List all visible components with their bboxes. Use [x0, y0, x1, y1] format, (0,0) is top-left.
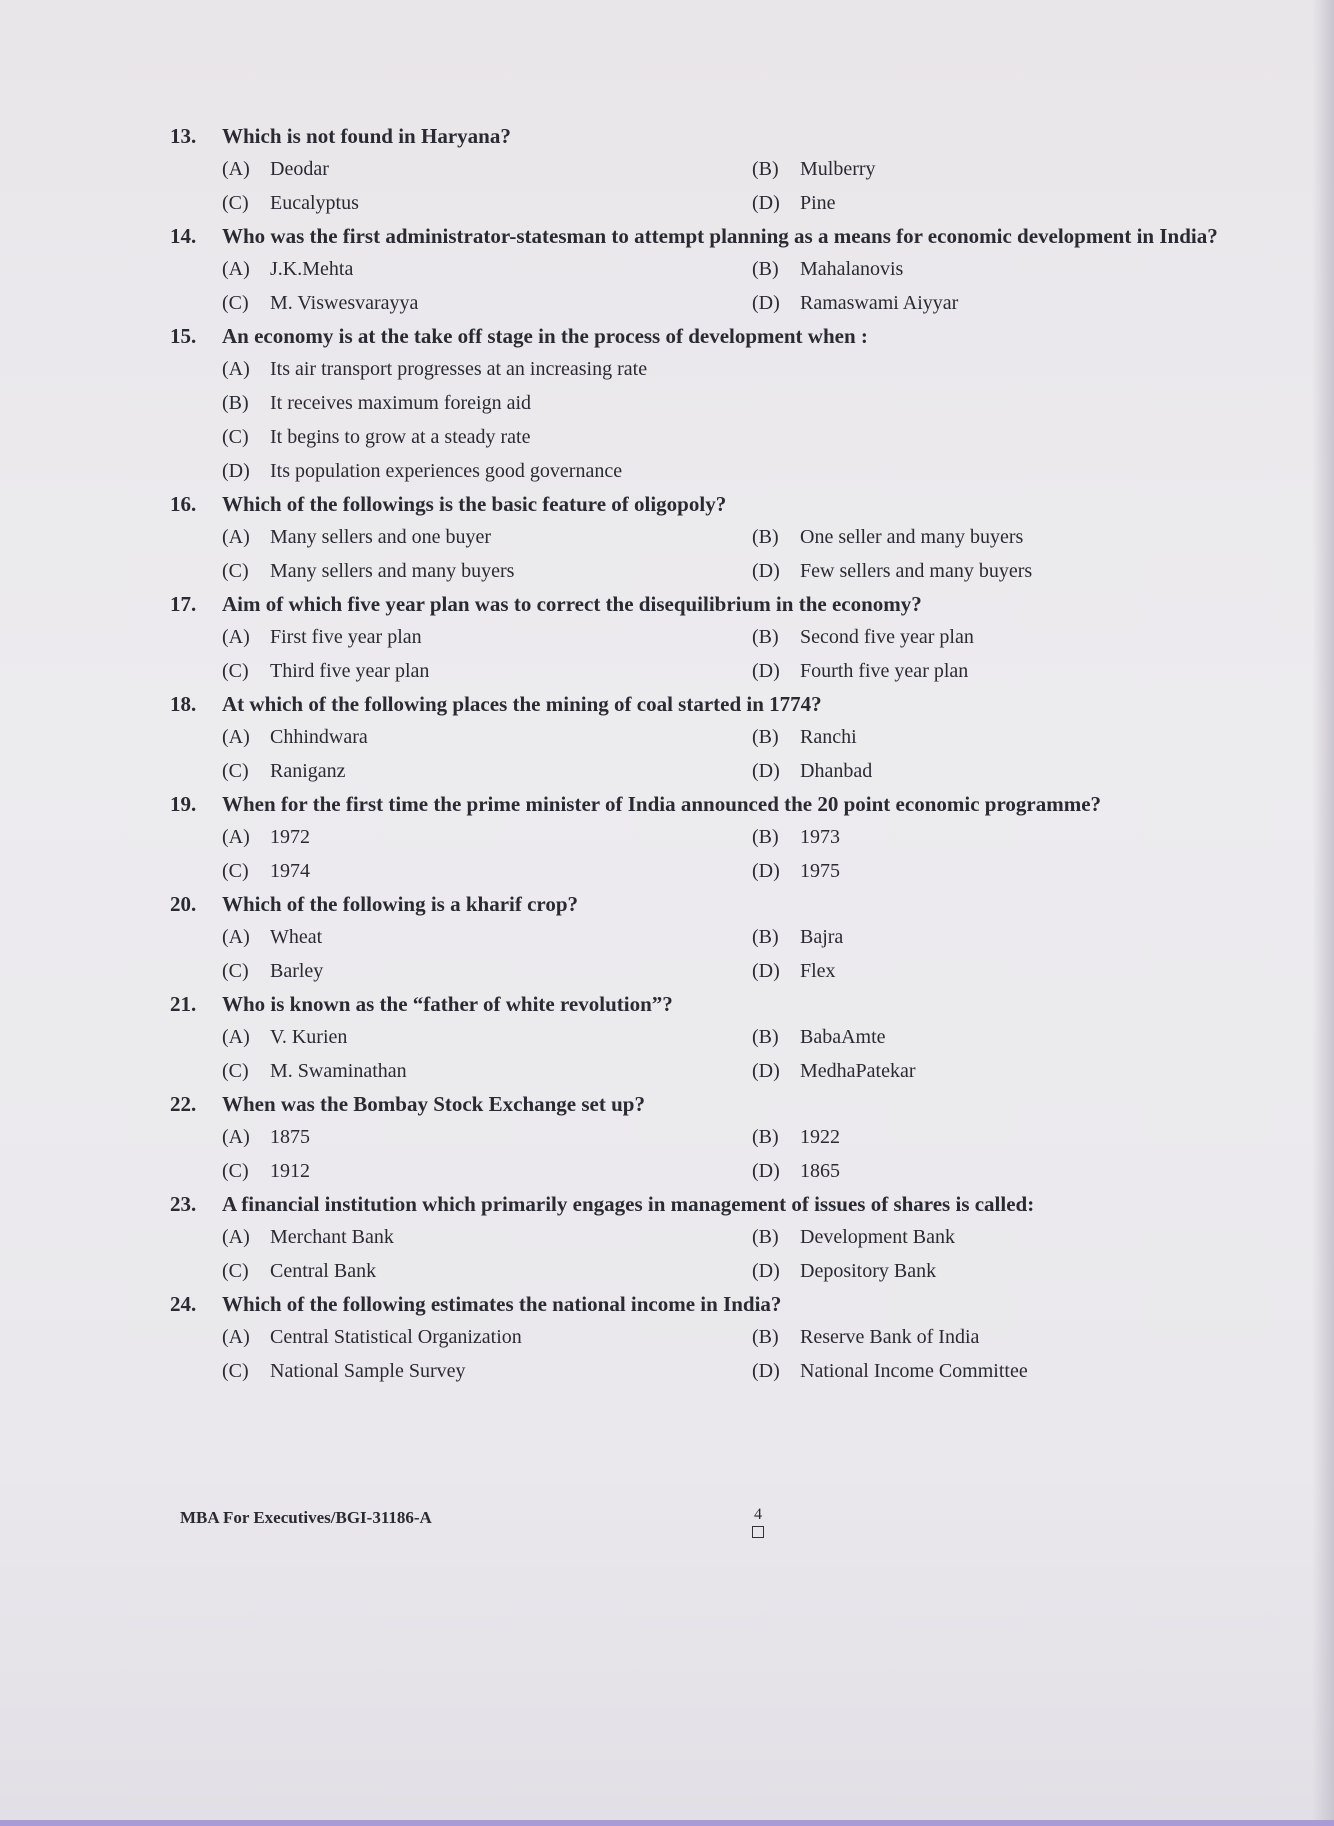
option-text: 1975: [800, 860, 840, 882]
option-text: It receives maximum foreign aid: [270, 392, 532, 414]
option-b: [752, 152, 1232, 186]
option-letter: (C): [222, 1160, 249, 1182]
option-c: [222, 654, 752, 688]
question-22: [170, 1088, 1320, 1188]
option-letter: (C): [222, 960, 249, 982]
option-list: [222, 1320, 1320, 1388]
option-b: [752, 720, 1232, 754]
option-letter: (A): [222, 526, 250, 548]
option-a: [222, 1220, 752, 1254]
option-letter: (A): [222, 358, 250, 380]
option-b: [752, 252, 1232, 286]
option-letter: (C): [222, 292, 249, 314]
option-letter: (B): [752, 158, 779, 180]
question-stem: [170, 1188, 1320, 1220]
option-text: 1865: [800, 1160, 840, 1182]
option-letter: (D): [752, 1160, 780, 1182]
question-stem: [170, 1288, 1320, 1320]
option-a: [222, 1120, 752, 1154]
option-letter: (D): [752, 292, 780, 314]
option-d: [752, 1054, 1232, 1088]
question-number: 19.: [170, 792, 197, 816]
page-bottom-border: [0, 1820, 1334, 1826]
option-text: Mulberry: [800, 158, 876, 180]
question-number: 15.: [170, 324, 197, 348]
option-a: [222, 620, 752, 654]
question-stem: [170, 688, 1320, 720]
option-list: [222, 820, 1320, 888]
option-text: Many sellers and one buyer: [270, 526, 492, 548]
question-text: Which is not found in Haryana?: [222, 124, 511, 148]
option-text: Few sellers and many buyers: [800, 560, 1033, 582]
option-b: [752, 820, 1232, 854]
option-b: [752, 620, 1232, 654]
question-number: 13.: [170, 124, 197, 148]
option-c: [222, 554, 752, 588]
option-letter: (A): [222, 1026, 250, 1048]
option-letter: (D): [752, 1260, 780, 1282]
question-20: [170, 888, 1320, 988]
option-c: [222, 1254, 752, 1288]
question-19: [170, 788, 1320, 888]
question-24: [170, 1288, 1320, 1388]
option-letter: (C): [222, 560, 249, 582]
option-letter: (C): [222, 660, 249, 682]
option-c: [222, 186, 752, 220]
option-letter: (A): [222, 158, 250, 180]
option-text: Depository Bank: [800, 1260, 937, 1282]
option-letter: (C): [222, 1060, 249, 1082]
option-c: [222, 1154, 752, 1188]
question-stem: [170, 220, 1320, 252]
option-text: 1973: [800, 826, 840, 848]
question-stem: [170, 120, 1320, 152]
option-text: Third five year plan: [270, 660, 430, 682]
option-a: [222, 352, 1320, 386]
paper-code: MBA For Executives/BGI-31186-A: [180, 1508, 432, 1527]
option-text: Bajra: [800, 926, 844, 948]
option-letter: (D): [752, 1360, 780, 1382]
option-d: [752, 654, 1232, 688]
option-letter: (A): [222, 926, 250, 948]
option-d: [752, 854, 1232, 888]
option-b: [752, 920, 1232, 954]
option-b: [752, 1020, 1232, 1054]
option-letter: (A): [222, 826, 250, 848]
option-letter: (D): [752, 960, 780, 982]
option-d: [752, 1354, 1232, 1388]
option-letter: (B): [222, 392, 249, 414]
option-text: M. Swaminathan: [270, 1060, 407, 1082]
question-number: 20.: [170, 892, 197, 916]
option-text: Many sellers and many buyers: [270, 560, 515, 582]
option-b: [752, 1320, 1232, 1354]
option-d: [222, 454, 1320, 488]
option-a: [222, 820, 752, 854]
question-text: Who was the first administrator-statesman to attempt planning as a means for economic development in India?: [222, 224, 1218, 248]
option-letter: (D): [752, 760, 780, 782]
question-text: When for the first time the prime minister of India announced the 20 point economic programme?: [222, 792, 1102, 816]
option-letter: (D): [752, 560, 780, 582]
option-list: [222, 720, 1320, 788]
option-list: [222, 1020, 1320, 1088]
option-c: [222, 754, 752, 788]
option-text: 1912: [270, 1160, 310, 1182]
page-number-block: [752, 1506, 764, 1538]
question-stem: [170, 788, 1320, 820]
option-text: Ranchi: [800, 726, 857, 748]
option-text: Wheat: [270, 926, 323, 948]
option-text: Deodar: [270, 158, 329, 180]
option-letter: (D): [752, 192, 780, 214]
option-list: [222, 520, 1320, 588]
option-a: [222, 1320, 752, 1354]
option-a: [222, 252, 752, 286]
option-letter: (A): [222, 1126, 250, 1148]
option-letter: (D): [752, 1060, 780, 1082]
option-list: [222, 352, 1320, 488]
option-c: [222, 286, 752, 320]
question-23: [170, 1188, 1320, 1288]
option-text: Fourth five year plan: [800, 660, 969, 682]
page-number: 4: [754, 1506, 762, 1523]
option-letter: (B): [752, 726, 779, 748]
option-text: Flex: [800, 960, 836, 982]
question-number: 21.: [170, 992, 197, 1016]
option-letter: (B): [752, 258, 779, 280]
option-b: [752, 1220, 1232, 1254]
option-letter: (B): [752, 826, 779, 848]
option-b: [752, 520, 1232, 554]
option-letter: (C): [222, 860, 249, 882]
question-21: [170, 988, 1320, 1088]
question-14: [170, 220, 1320, 320]
question-text: Which of the following is a kharif crop?: [222, 892, 579, 916]
question-text: When was the Bombay Stock Exchange set up?: [222, 1092, 645, 1116]
option-letter: (C): [222, 1260, 249, 1282]
question-15: [170, 320, 1320, 488]
option-letter: (A): [222, 1226, 250, 1248]
option-text: Mahalanovis: [800, 258, 904, 280]
option-text: Central Statistical Organization: [270, 1326, 522, 1348]
question-text: Which of the following estimates the national income in India?: [222, 1292, 782, 1316]
option-c: [222, 854, 752, 888]
question-stem: [170, 988, 1320, 1020]
option-text: M. Viswesvarayya: [270, 292, 419, 314]
question-18: [170, 688, 1320, 788]
option-text: Second five year plan: [800, 626, 974, 648]
option-text: 1875: [270, 1126, 310, 1148]
question-text: At which of the following places the mining of coal started in 1774?: [222, 692, 822, 716]
option-letter: (B): [752, 1326, 779, 1348]
question-number: 22.: [170, 1092, 197, 1116]
question-stem: [170, 1088, 1320, 1120]
option-text: Merchant Bank: [270, 1226, 394, 1248]
option-text: 1922: [800, 1126, 840, 1148]
option-text: Development Bank: [800, 1226, 955, 1248]
question-stem: [170, 320, 1320, 352]
option-text: 1974: [270, 860, 310, 882]
option-text: Eucalyptus: [270, 192, 359, 214]
option-letter: (B): [752, 1226, 779, 1248]
option-text: Raniganz: [270, 760, 346, 782]
option-a: [222, 720, 752, 754]
option-text: Dhanbad: [800, 760, 873, 782]
question-text: Aim of which five year plan was to correct the disequilibrium in the economy?: [222, 592, 922, 616]
option-text: It begins to grow at a steady rate: [270, 426, 531, 448]
option-text: Chhindwara: [270, 726, 368, 748]
option-letter: (C): [222, 1360, 249, 1382]
option-a: [222, 1020, 752, 1054]
option-letter: (A): [222, 626, 250, 648]
option-d: [752, 754, 1232, 788]
option-text: V. Kurien: [270, 1026, 348, 1048]
option-d: [752, 554, 1232, 588]
option-d: [752, 186, 1232, 220]
option-d: [752, 1254, 1232, 1288]
option-letter: (A): [222, 258, 250, 280]
option-letter: (A): [222, 726, 250, 748]
option-c: [222, 1054, 752, 1088]
option-letter: (D): [222, 460, 250, 482]
option-letter: (D): [752, 660, 780, 682]
option-letter: (C): [222, 426, 249, 448]
question-stem: [170, 888, 1320, 920]
option-list: [222, 152, 1320, 220]
option-text: Its air transport progresses at an increasing rate: [270, 358, 648, 380]
option-list: [222, 252, 1320, 320]
option-letter: (C): [222, 760, 249, 782]
option-text: One seller and many buyers: [800, 526, 1024, 548]
option-d: [752, 954, 1232, 988]
option-text: National Sample Survey: [270, 1360, 466, 1382]
option-d: [752, 1154, 1232, 1188]
option-b: [222, 386, 1320, 420]
option-c: [222, 420, 1320, 454]
question-number: 14.: [170, 224, 197, 248]
question-text: Which of the followings is the basic feature of oligopoly?: [222, 492, 727, 516]
option-text: MedhaPatekar: [800, 1060, 916, 1082]
option-letter: (D): [752, 860, 780, 882]
question-text: A financial institution which primarily engages in management of issues of shares is called:: [222, 1192, 1035, 1216]
option-text: J.K.Mehta: [270, 258, 354, 280]
question-16: [170, 488, 1320, 588]
question-number: 16.: [170, 492, 197, 516]
option-letter: (B): [752, 1026, 779, 1048]
option-text: Barley: [270, 960, 324, 982]
question-text: An economy is at the take off stage in the process of development when :: [222, 324, 868, 348]
question-number: 17.: [170, 592, 197, 616]
option-a: [222, 920, 752, 954]
question-text: Who is known as the “father of white revolution”?: [222, 992, 673, 1016]
question-list: [170, 120, 1320, 1388]
question-number: 23.: [170, 1192, 197, 1216]
option-text: Central Bank: [270, 1260, 377, 1282]
question-number: 18.: [170, 692, 197, 716]
option-list: [222, 1220, 1320, 1288]
question-number: 24.: [170, 1292, 197, 1316]
option-a: [222, 520, 752, 554]
option-text: Ramaswami Aiyyar: [800, 292, 959, 314]
option-a: [222, 152, 752, 186]
option-c: [222, 1354, 752, 1388]
option-text: National Income Committee: [800, 1360, 1028, 1382]
option-text: BabaAmte: [800, 1026, 886, 1048]
option-text: 1972: [270, 826, 310, 848]
option-list: [222, 920, 1320, 988]
option-b: [752, 1120, 1232, 1154]
question-13: [170, 120, 1320, 220]
option-letter: (B): [752, 1126, 779, 1148]
option-text: Pine: [800, 192, 836, 214]
option-letter: (C): [222, 192, 249, 214]
page-box-icon: [752, 1526, 764, 1538]
question-17: [170, 588, 1320, 688]
option-d: [752, 286, 1232, 320]
option-list: [222, 620, 1320, 688]
option-text: Its population experiences good governance: [270, 460, 623, 482]
option-letter: (B): [752, 926, 779, 948]
option-list: [222, 1120, 1320, 1188]
option-letter: (A): [222, 1326, 250, 1348]
option-text: First five year plan: [270, 626, 422, 648]
question-stem: [170, 588, 1320, 620]
option-c: [222, 954, 752, 988]
option-letter: (B): [752, 626, 779, 648]
option-letter: (B): [752, 526, 779, 548]
question-stem: [170, 488, 1320, 520]
option-text: Reserve Bank of India: [800, 1326, 980, 1348]
